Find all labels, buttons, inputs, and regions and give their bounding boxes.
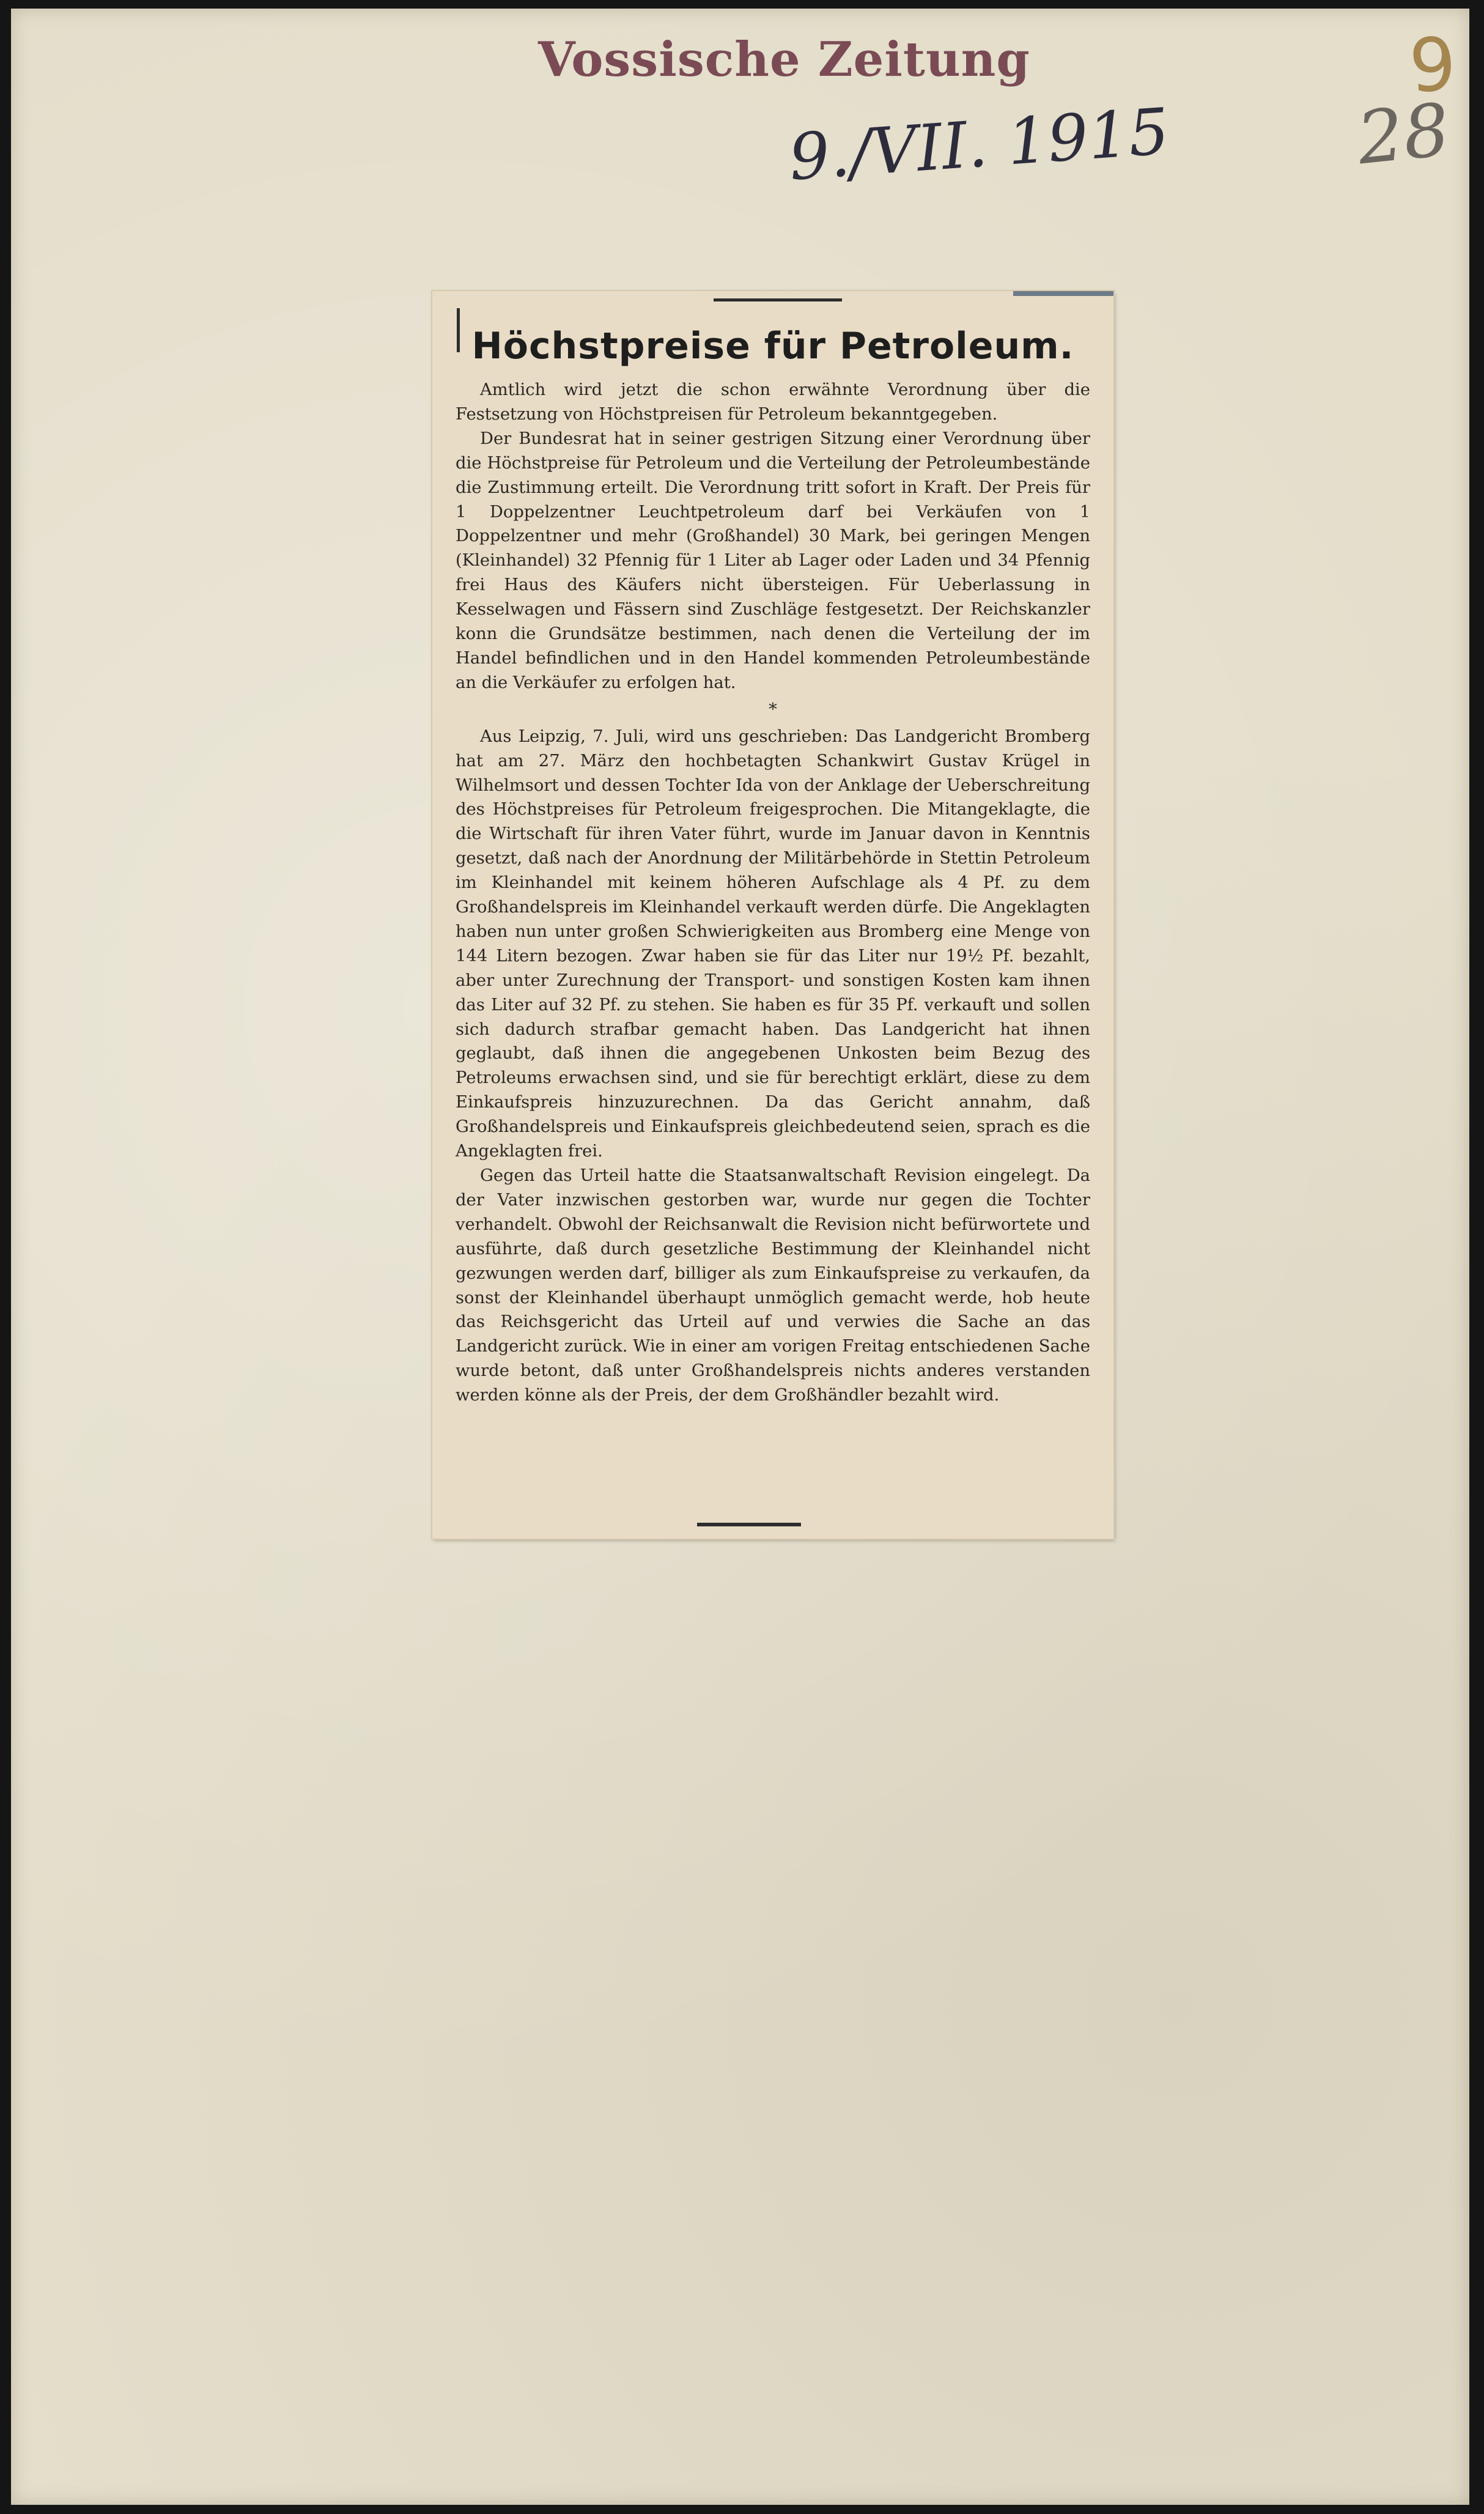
article-headline: Höchstpreise für Petroleum. [471,325,1074,368]
clipping-rule-bottom [697,1523,801,1526]
clipping-rule-top [714,298,842,301]
folio-number-top: 9 [1407,22,1458,109]
article-paragraph: Aus Leipzig, 7. Juli, wird uns geschrieben: Das Landgericht Bromberg hat am 27. März den hochbetagten Schankwirt Gustav Krügel in Wilhelmsort und dessen Tochter Ida von der Anklage der Ueberschreitung des Höchstpreises für Petroleum freigesprochen. Die Mitangeklagte, die die Wirtschaft für ihren Vater führt, wurde im Januar davon in Kenntnis gesetzt, daß nach der Anordnung der Militärbehörde in Stettin Petroleum im Kleinhandel mit keinem höheren Aufschlage als 4 Pf. zu dem Großhandelspreis im Kleinhandel verkauft werden dürfe. Die Angeklagten haben nun unter großen Schwierigkeiten aus Bromberg eine Menge von 144 Litern bezogen. Zwar haben sie für das Liter nur 19½ Pf. bezahlt, aber unter Zurechnung der Transport- und sonstigen Kosten kam ihnen das Liter auf 32 Pf. zu stehen. Sie haben es für 35 Pf. verkauft und sollen sich dadurch strafbar gemacht haben. Das Landgericht hat ihnen geglaubt, daß ihnen die angegebenen Unkosten beim Bezug des Petroleums erwachsen sind, und sie für berechtigt erklärt, diese zu dem Einkaufspreis hinzuzurechnen. Da das Gericht annahm, daß Großhandelspreis und Einkaufspreis gleichbedeutend seien, sprach es die Angeklagten frei. [456,726,1090,1161]
newspaper-clipping [432,291,1113,1539]
folio-number-second: 28 [1353,87,1453,181]
article-paragraph: Gegen das Urteil hatte die Staatsanwaltschaft Revision eingelegt. Da der Vater inzwischen gestorben war, wurde nur gegen die Tochter verhandelt. Obwohl der Reichsanwalt die Revision nicht befürwortete und ausführte, daß durch gesetzliche Bestimmung der Kleinhandel nicht gezwungen werden darf, billiger als zum Einkaufspreise zu verkaufen, da sonst der Kleinhandel überhaupt unmöglich gemacht werde, hob heute das Reichsgericht das Urteil auf und verwies die Sache an das Landgericht zurück. Wie in einer am vorigen Freitag entschiedenen Sache wurde betont, daß unter Großhandelspreis nichts anderes verstanden werden könne als der Preis, der dem Großhändler bezahlt wird. [456,1166,1090,1405]
section-separator: * [769,700,777,719]
article-paragraph: Amtlich wird jetzt die schon erwähnte Verordnung über die Festsetzung von Höchstpreisen für Petroleum bekanntgegeben. [456,380,1090,424]
scan-border-top [0,0,1484,9]
handwritten-date: 9./VII. 1915 [786,94,1172,195]
scan-border-left [0,0,11,2514]
article-body [456,378,1090,1408]
article-paragraph: Der Bundesrat hat in seiner gestrigen Sitzung einer Verordnung über die Höchstpreise für Petroleum und die Verteilung der Petroleumbestände die Zustimmung erteilt. Die Verordnung tritt sofort in Kraft. Der Preis für 1 Doppelzentner Leuchtpetroleum darf bei Verkäufen von 1 Doppelzentner und mehr (Großhandel) 30 Mark, bei geringen Mengen (Kleinhandel) 32 Pfennig für 1 Liter ab Lager oder Laden und 34 Pfennig frei Haus des Käufers nicht übersteigen. Für Ueberlassung in Kesselwagen und Fässern sind Zuschläge festgesetzt. Der Reichskanzler konn die Grundsätze bestimmen, nach denen die Verteilung der im Handel befindlichen und in den Handel kommenden Petroleumbestände an die Verkäufer zu erfolgen hat. [456,429,1090,692]
scan-border-right [1469,0,1484,2514]
clipping-rule-top-right [1013,291,1113,296]
scan-border-bottom [0,2505,1484,2514]
newspaper-stamp: Vossische Zeitung [538,32,1030,87]
